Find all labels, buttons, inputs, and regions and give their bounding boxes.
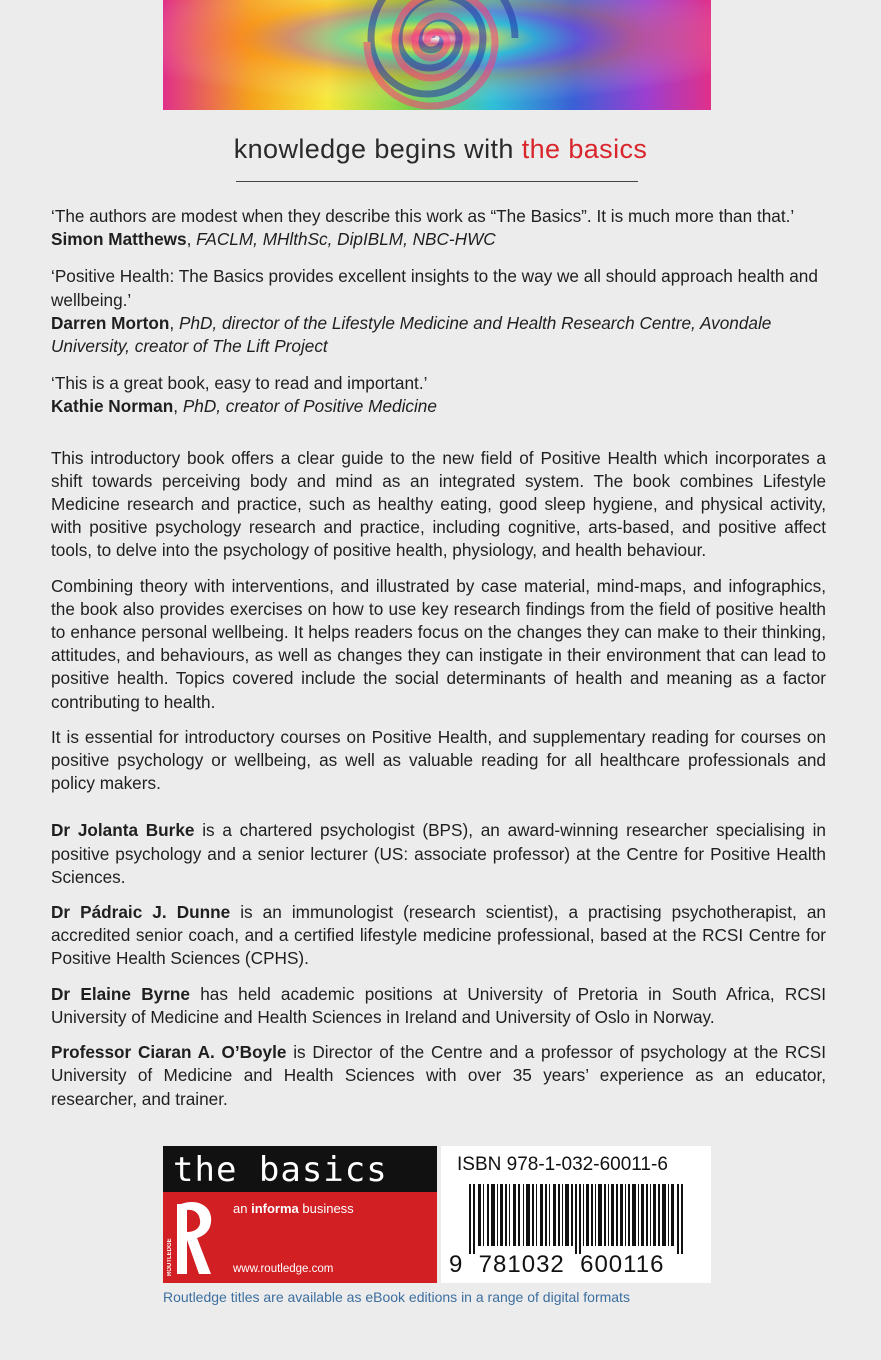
routledge-logo-icon [167, 1196, 219, 1280]
author-bio [51, 819, 826, 889]
endorser-name: Kathie Norman [51, 396, 174, 417]
barcode-digits: 9 781032 600116 [449, 1251, 665, 1278]
endorser-credentials: PhD, director of the Lifestyle Medicine and Health Research Centre, Avondale University, creator of The Lift Project [51, 312, 772, 357]
author-name: Dr Jolanta Burke [51, 820, 195, 841]
endorsement: ‘Positive Health: The Basics provides excellent insights to the way we all should approach health and wellbeing.’ Darren Morton, PhD, director of the Lifestyle Medicine and Health Research Centre, Avondale University, creator of The Lift Project [51, 266, 818, 357]
quote-text: ‘This is a great book, easy to read and important.’ [51, 373, 428, 394]
series-name: the basics [173, 1150, 388, 1190]
description-paragraph: This introductory book offers a clear guide to the new field of Positive Health which incorporates a shift towards perceiving body and mind as an integrated system. The book combines Lifestyle Medicine research and practice, such as healthy eating, good sleep hygiene, and physical activity, with positive psychology research and practice, including cognitive, arts-based, and positive affect tools, to delve into the psychology of positive health, physiology, and health behaviour. [51, 447, 826, 561]
author-bio-text: is an immunologist (research scientist), a practising psychotherapist, an accredited senior coach, and a certified lifestyle medicine professional, based at the RCSI Centre for Positive Health Sciences (CPHS). [51, 902, 826, 969]
barcode-icon [469, 1184, 687, 1254]
author-bio [51, 983, 826, 1029]
informa-bold: informa [251, 1201, 299, 1216]
description-paragraph: Combining theory with interventions, and illustrated by case material, mind-maps, and infographics, the book also provides exercises on how to use key research findings from the field of positive health to enhance personal wellbeing. It helps readers focus on the changes they can make to their thinking, attitudes, and behaviours, as well as changes they can instigate in their environment that can lead to positive health. Topics covered include the social determinants of health and meaning as a factor contributing to health. [51, 575, 826, 712]
endorser-name: Simon Matthews [51, 229, 187, 250]
series-tagline [0, 134, 881, 165]
tagline-text: knowledge begins with [233, 134, 522, 164]
author-name: Dr Pádraic J. Dunne [51, 902, 231, 923]
author-name: Professor Ciaran A. O’Boyle [51, 1042, 287, 1063]
quote-text: ‘The authors are modest when they describe this work as “The Basics”. It is much more than that.’ [51, 206, 795, 226]
author-bio-text: is Director of the Centre and a professor of psychology at the RCSI University of Medicine and Health Sciences with over 35 years’ experience as an educator, researcher, and trainer. [51, 1042, 827, 1109]
tie-dye-cover-art [163, 0, 711, 110]
publisher-website: www.routledge.com [233, 1263, 334, 1275]
endorsement: ‘This is a great book, easy to read and important.’ Kathie Norman, PhD, creator of Positive Medicine [51, 373, 437, 417]
spiral-art [163, 0, 711, 110]
back-cover-text [51, 205, 826, 1123]
tagline-accent: the basics [521, 134, 648, 164]
divider [236, 181, 638, 182]
author-name: Dr Elaine Byrne [51, 983, 190, 1004]
informa-tagline [233, 1201, 354, 1216]
informa-post: business [298, 1201, 354, 1216]
ebook-note: Routledge titles are available as eBook editions in a range of digital formats [163, 1289, 630, 1305]
series-band [163, 1146, 437, 1192]
endorser-credentials: PhD, creator of Positive Medicine [182, 396, 437, 417]
publisher-logo-text: ROUTLEDGE [167, 1238, 173, 1276]
informa-pre: an [233, 1201, 252, 1216]
author-bio [51, 1041, 826, 1111]
author-bio-text: has held academic positions at University of Pretoria in South Africa, RCSI University of Medicine and Health Sciences in Ireland and University of Oslo in Norway. [51, 983, 826, 1027]
quote-text: ‘Positive Health: The Basics provides excellent insights to the way we all should approach health and wellbeing.’ [51, 266, 818, 310]
isbn-number: ISBN 978-1-032-60011-6 [457, 1154, 668, 1175]
endorser-credentials: FACLM, MHlthSc, DipIBLM, NBC-HWC [196, 229, 496, 250]
endorser-name: Darren Morton [51, 312, 170, 333]
barcode-block [441, 1146, 711, 1283]
author-bio [51, 901, 826, 971]
publisher-block [163, 1146, 437, 1283]
description-paragraph: It is essential for introductory courses on Positive Health, and supplementary reading for courses on positive psychology or wellbeing, as well as valuable reading for all healthcare professionals and policy makers. [51, 726, 826, 794]
endorsement: ‘The authors are modest when they describe this work as “The Basics”. It is much more than that.’ Simon Matthews, FACLM, MHlthSc, DipIBLM, NBC-HWC [51, 206, 795, 250]
author-bio-text: is a chartered psychologist (BPS), an award-winning researcher specialising in positive psychology and a senior lecturer (US: associate professor) at the Centre for Positive Health Sciences. [51, 820, 826, 887]
